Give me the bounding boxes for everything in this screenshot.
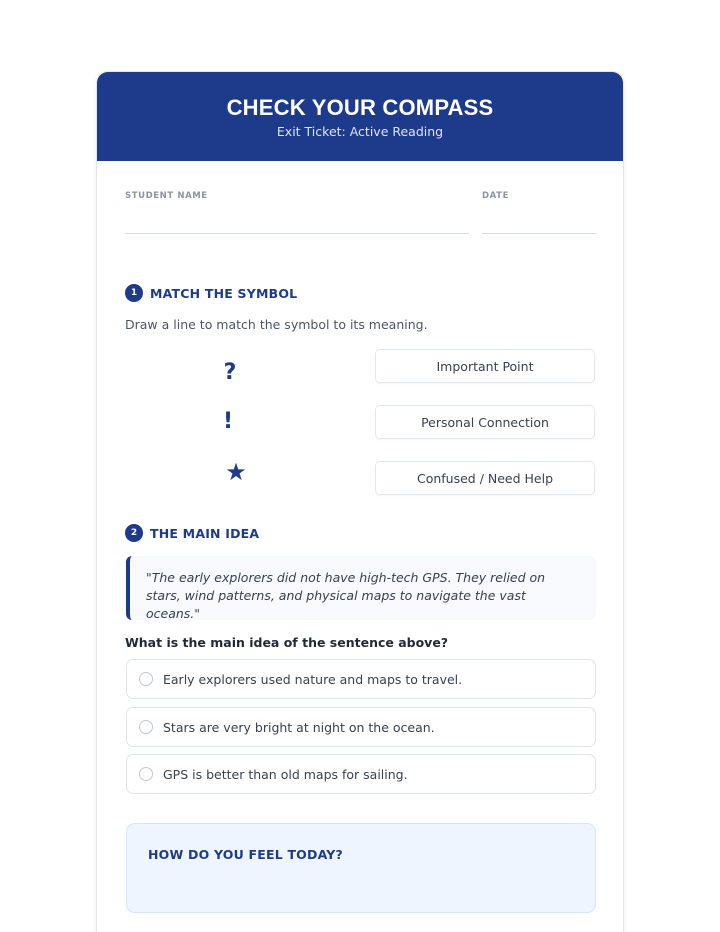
exclamation-symbol: !	[222, 409, 234, 434]
student-name-field[interactable]	[125, 233, 469, 234]
date-label: DATE	[482, 191, 509, 201]
date-field[interactable]	[482, 233, 596, 234]
option-label: Stars are very bright at night on the ocean.	[163, 719, 435, 735]
match-instruction: Draw a line to match the symbol to its meaning.	[125, 317, 428, 332]
exit-ticket-card	[96, 71, 624, 932]
question-mark-symbol: ?	[223, 360, 237, 385]
section-main-idea-header	[125, 524, 259, 542]
radio-button[interactable]	[139, 672, 153, 686]
radio-button[interactable]	[139, 767, 153, 781]
meaning-important-point[interactable]: Important Point	[375, 349, 595, 383]
meaning-confused-need-help[interactable]: Confused / Need Help	[375, 461, 595, 495]
answer-option-2[interactable]	[126, 707, 596, 747]
option-label: Early explorers used nature and maps to travel.	[163, 671, 463, 687]
section-match-symbol-header	[125, 284, 297, 302]
answer-option-3[interactable]	[126, 754, 596, 794]
section-number-badge: 1	[125, 284, 143, 302]
meaning-personal-connection[interactable]: Personal Connection	[375, 405, 595, 439]
section-title: THE MAIN IDEA	[150, 525, 260, 541]
section-number-badge: 2	[125, 524, 143, 542]
main-idea-question: What is the main idea of the sentence above?	[125, 635, 449, 650]
card-header	[97, 72, 623, 161]
feeling-title: HOW DO YOU FEEL TODAY?	[148, 847, 343, 862]
page-title: CHECK YOUR COMPASS	[226, 95, 494, 120]
radio-button[interactable]	[139, 720, 153, 734]
page-subtitle: Exit Ticket: Active Reading	[276, 124, 444, 139]
section-title: MATCH THE SYMBOL	[150, 285, 298, 301]
quote-block: "The early explorers did not have high-tech GPS. They relied on stars, wind patterns, and physical maps to navigate the vast oceans."	[126, 556, 596, 620]
option-label: GPS is better than old maps for sailing.	[163, 766, 408, 782]
feeling-panel	[126, 823, 596, 913]
star-icon: ★	[225, 458, 247, 486]
answer-option-1[interactable]	[126, 659, 596, 699]
student-name-label: STUDENT NAME	[125, 191, 208, 201]
